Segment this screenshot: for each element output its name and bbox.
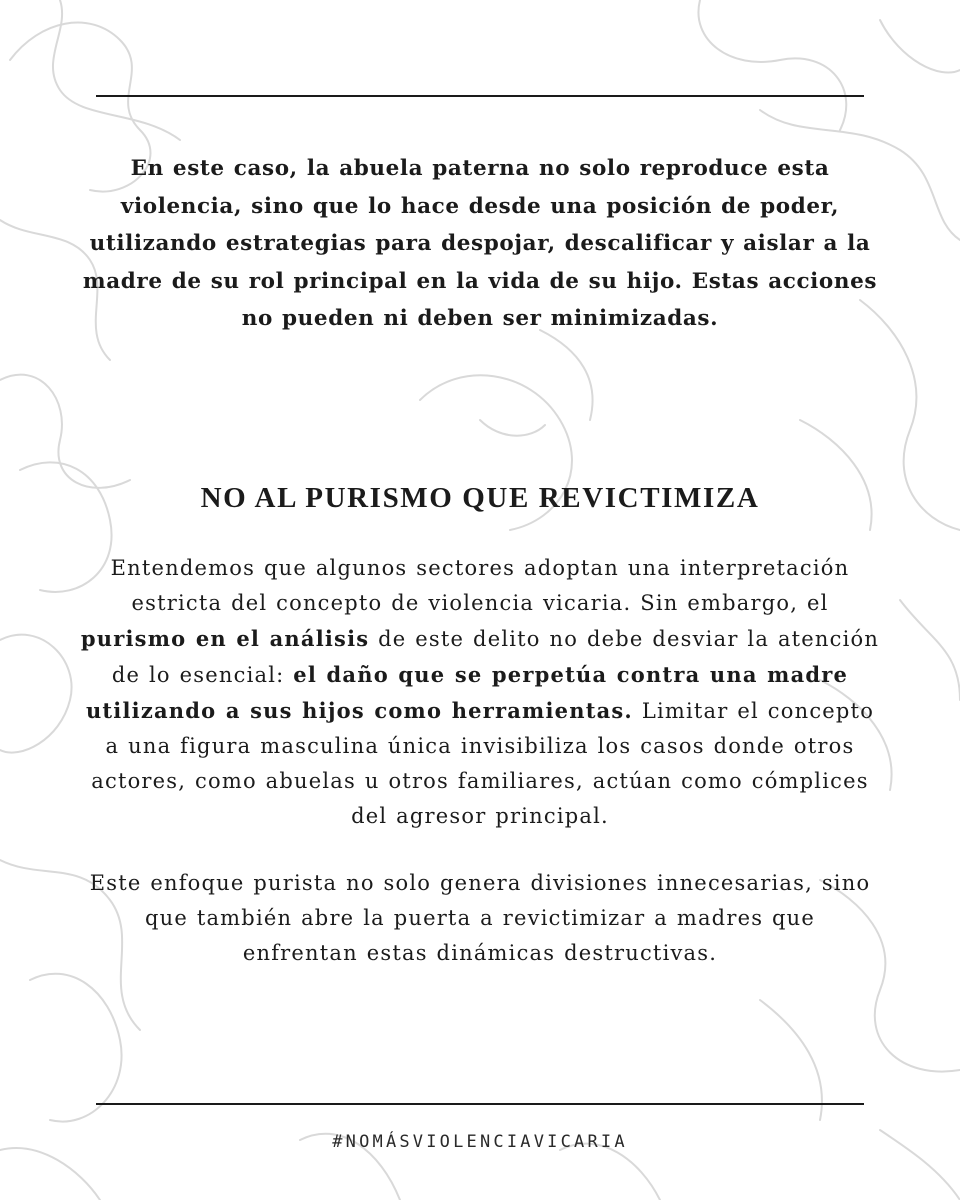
intro-line: En este caso, la abuela paterna no solo reproduce esta	[130, 156, 830, 181]
body-line: estricta del concepto de violencia vicaria. Sin embargo, el	[131, 591, 829, 615]
body-line: Entendemos que algunos sectores adoptan una interpretación	[110, 556, 850, 580]
body-paragraph-1	[20, 551, 940, 834]
intro-line: madre de su rol principal en la vida de su hijo. Estas acciones	[82, 268, 878, 294]
body-line: a una figura masculina única invisibiliza los casos donde otros	[105, 734, 855, 758]
intro-line: violencia, sino que lo hace desde una posición de poder,	[120, 193, 840, 219]
body-line: de lo esencial:	[111, 663, 294, 687]
section-heading: NO AL PURISMO QUE REVICTIMIZA	[200, 482, 760, 514]
bottom-divider	[96, 1103, 864, 1105]
body-line: enfrentan estas dinámicas destructivas.	[242, 941, 718, 965]
intro-line: utilizando estrategias para despojar, descalificar y aislar a la	[89, 231, 871, 256]
body-line: Este enfoque purista no solo genera divisiones innecesarias, sino	[89, 871, 871, 895]
body-line: del agresor principal.	[351, 804, 609, 828]
intro-paragraph	[40, 150, 920, 338]
emphasis-text: utilizando a sus hijos como herramientas.	[85, 698, 633, 723]
body-line: de este delito no debe desviar la atención	[369, 627, 880, 651]
body-line: que también abre la puerta a revictimizar a madres que	[144, 906, 816, 930]
emphasis-text: purismo en el análisis	[80, 626, 370, 651]
body-line: actores, como abuelas u otros familiares, actúan como cómplices	[91, 769, 869, 793]
body-line: Limitar el concepto	[632, 699, 875, 723]
intro-line: no pueden ni deben ser minimizadas.	[241, 306, 719, 331]
hashtag: #NOMÁSVIOLENCIAVICARIA	[332, 1132, 628, 1152]
top-divider	[96, 95, 864, 97]
body-paragraph-2	[20, 866, 940, 971]
emphasis-text: el daño que se perpetúa contra una madre	[293, 662, 849, 687]
